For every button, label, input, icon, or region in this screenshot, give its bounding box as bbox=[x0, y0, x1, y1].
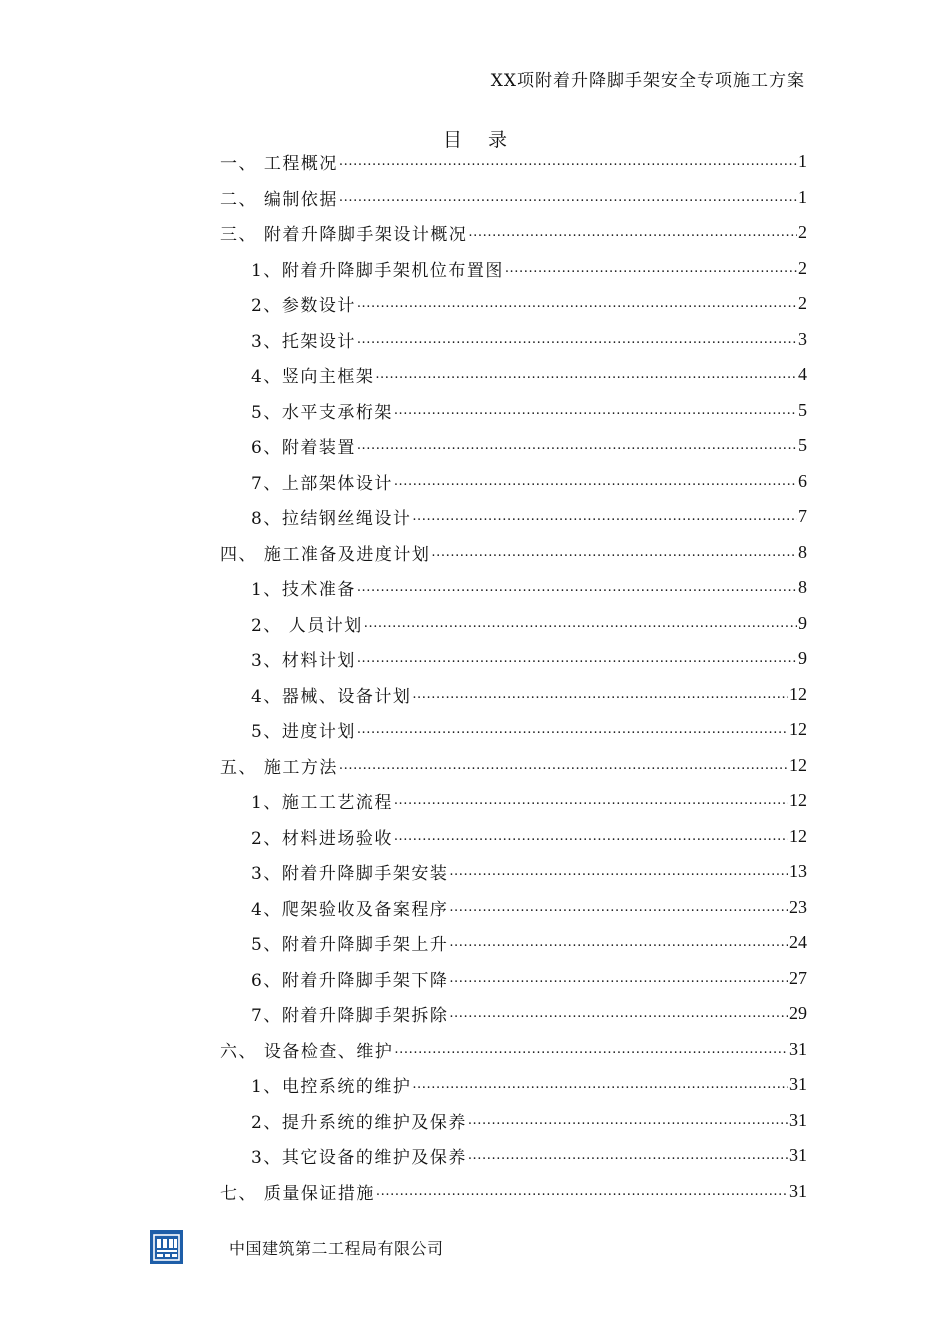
toc-entry-label: 一、 工程概况 bbox=[220, 149, 338, 174]
toc-entry[interactable] bbox=[220, 251, 807, 287]
toc-entry[interactable] bbox=[220, 925, 807, 961]
toc-entry-label: 8、拉结钢丝绳设计 bbox=[251, 504, 411, 529]
toc-entry-page-number: 5 bbox=[798, 435, 807, 456]
toc-dot-leader bbox=[357, 579, 797, 596]
toc-dot-leader bbox=[505, 260, 797, 277]
toc-dot-leader bbox=[357, 721, 788, 738]
toc-entry-page-number: 12 bbox=[789, 719, 807, 740]
toc-entry-page-number: 12 bbox=[789, 754, 807, 775]
toc-entry-label: 3、附着升降脚手架安装 bbox=[251, 859, 448, 884]
toc-entry-label: 1、附着升降脚手架机位布置图 bbox=[251, 256, 504, 281]
toc-entry-page-number: 29 bbox=[789, 1003, 807, 1024]
toc-entry[interactable] bbox=[220, 499, 807, 535]
toc-entry-page-number: 23 bbox=[789, 896, 807, 917]
toc-entry-label: 1、技术准备 bbox=[251, 575, 356, 600]
toc-entry[interactable] bbox=[220, 393, 807, 429]
toc-entry[interactable] bbox=[220, 322, 807, 358]
toc-entry[interactable] bbox=[220, 641, 807, 677]
cscec-logo-icon bbox=[150, 1230, 183, 1264]
toc-entry-page-number: 31 bbox=[789, 1038, 807, 1059]
toc-dot-leader bbox=[449, 970, 788, 987]
company-name: 中国建筑第二工程局有限公司 bbox=[229, 1238, 444, 1258]
toc-dot-leader bbox=[449, 934, 788, 951]
toc-entry[interactable] bbox=[220, 819, 807, 855]
toc-entry[interactable] bbox=[220, 357, 807, 393]
toc-entry[interactable] bbox=[220, 961, 807, 997]
toc-dot-leader bbox=[357, 331, 797, 348]
toc-entry-page-number: 9 bbox=[798, 648, 807, 669]
toc-entry[interactable] bbox=[220, 783, 807, 819]
toc-entry[interactable] bbox=[220, 144, 807, 180]
toc-entry-page-number: 31 bbox=[789, 1180, 807, 1201]
toc-entry-label: 三、 附着升降脚手架设计概况 bbox=[220, 220, 467, 245]
toc-entry-label: 1、电控系统的维护 bbox=[251, 1072, 411, 1097]
toc-entry-label: 7、附着升降脚手架拆除 bbox=[251, 1001, 448, 1026]
toc-entry-label: 2、参数设计 bbox=[251, 291, 356, 316]
toc-entry[interactable] bbox=[220, 286, 807, 322]
toc-dot-leader bbox=[449, 1005, 788, 1022]
toc-title: 目 录 bbox=[442, 129, 518, 151]
cscec-logo-mark bbox=[153, 1234, 180, 1261]
toc-dot-leader bbox=[394, 828, 788, 845]
toc-dot-leader bbox=[339, 153, 797, 170]
toc-entry-label: 5、附着升降脚手架上升 bbox=[251, 930, 448, 955]
toc-entry[interactable] bbox=[220, 570, 807, 606]
toc-dot-leader bbox=[449, 863, 788, 880]
toc-entry[interactable] bbox=[220, 535, 807, 571]
toc-entry-label: 4、爬架验收及备案程序 bbox=[251, 895, 448, 920]
toc-dot-leader bbox=[394, 473, 797, 490]
toc-entry-page-number: 12 bbox=[789, 683, 807, 704]
toc-entry[interactable] bbox=[220, 890, 807, 926]
toc-dot-leader bbox=[412, 1076, 788, 1093]
toc-entry-label: 四、 施工准备及进度计划 bbox=[220, 540, 430, 565]
toc-entry-page-number: 9 bbox=[798, 612, 807, 633]
toc-entry-page-number: 8 bbox=[798, 541, 807, 562]
toc-entry-label: 二、 编制依据 bbox=[220, 185, 338, 210]
toc-entry[interactable] bbox=[220, 180, 807, 216]
toc-dot-leader bbox=[339, 189, 797, 206]
toc-dot-leader bbox=[468, 1147, 788, 1164]
toc-entry-page-number: 7 bbox=[798, 506, 807, 527]
toc-entry-page-number: 27 bbox=[789, 967, 807, 988]
toc-entry-label: 2、材料进场验收 bbox=[251, 824, 393, 849]
table-of-contents bbox=[220, 144, 807, 1209]
toc-entry-page-number: 31 bbox=[789, 1145, 807, 1166]
toc-entry-page-number: 2 bbox=[798, 257, 807, 278]
toc-entry[interactable] bbox=[220, 712, 807, 748]
toc-entry-page-number: 6 bbox=[798, 470, 807, 491]
toc-entry-page-number: 2 bbox=[798, 293, 807, 314]
toc-entry-label: 7、上部架体设计 bbox=[251, 469, 393, 494]
toc-entry-label: 3、其它设备的维护及保养 bbox=[251, 1143, 467, 1168]
toc-entry-page-number: 1 bbox=[798, 186, 807, 207]
toc-entry[interactable] bbox=[220, 606, 807, 642]
toc-dot-leader bbox=[357, 295, 797, 312]
toc-entry-page-number: 1 bbox=[798, 151, 807, 172]
toc-entry-page-number: 4 bbox=[798, 364, 807, 385]
toc-entry-label: 2、提升系统的维护及保养 bbox=[251, 1108, 467, 1133]
toc-entry-page-number: 12 bbox=[789, 790, 807, 811]
toc-dot-leader bbox=[364, 615, 797, 632]
toc-entry-page-number: 2 bbox=[798, 222, 807, 243]
toc-dot-leader bbox=[357, 437, 797, 454]
toc-dot-leader bbox=[376, 1183, 788, 1200]
toc-entry[interactable] bbox=[220, 1103, 807, 1139]
document-header-title: XX项附着升降脚手架安全专项施工方案 bbox=[490, 71, 805, 91]
toc-dot-leader bbox=[412, 686, 788, 703]
toc-entry-label: 七、 质量保证措施 bbox=[220, 1179, 375, 1204]
toc-dot-leader bbox=[394, 402, 797, 419]
toc-dot-leader bbox=[339, 757, 788, 774]
toc-entry[interactable] bbox=[220, 1067, 807, 1103]
toc-entry-label: 6、附着升降脚手架下降 bbox=[251, 966, 448, 991]
toc-entry-label: 5、进度计划 bbox=[251, 717, 356, 742]
toc-dot-leader bbox=[394, 792, 788, 809]
toc-entry-label: 五、 施工方法 bbox=[220, 753, 338, 778]
toc-entry-label: 3、托架设计 bbox=[251, 327, 356, 352]
toc-entry[interactable] bbox=[220, 854, 807, 890]
footer bbox=[150, 1230, 444, 1264]
toc-entry[interactable] bbox=[220, 1032, 807, 1068]
toc-dot-leader bbox=[468, 1112, 788, 1129]
toc-entry-page-number: 3 bbox=[798, 328, 807, 349]
toc-entry-page-number: 5 bbox=[798, 399, 807, 420]
toc-entry-page-number: 24 bbox=[789, 932, 807, 953]
toc-dot-leader bbox=[468, 224, 797, 241]
toc-entry[interactable] bbox=[220, 748, 807, 784]
toc-entry[interactable] bbox=[220, 677, 807, 713]
toc-entry-page-number: 31 bbox=[789, 1074, 807, 1095]
toc-entry[interactable] bbox=[220, 1138, 807, 1174]
toc-entry[interactable] bbox=[220, 996, 807, 1032]
toc-entry-label: 5、水平支承桁架 bbox=[251, 398, 393, 423]
toc-dot-leader bbox=[375, 366, 797, 383]
toc-entry[interactable] bbox=[220, 464, 807, 500]
toc-entry-label: 4、器械、设备计划 bbox=[251, 682, 411, 707]
toc-entry-label: 3、材料计划 bbox=[251, 646, 356, 671]
toc-entry-page-number: 13 bbox=[789, 861, 807, 882]
toc-entry-label: 2、 人员计划 bbox=[251, 611, 363, 636]
toc-dot-leader bbox=[449, 899, 788, 916]
toc-entry-label: 1、施工工艺流程 bbox=[251, 788, 393, 813]
toc-dot-leader bbox=[394, 1041, 788, 1058]
toc-entry[interactable] bbox=[220, 215, 807, 251]
toc-dot-leader bbox=[357, 650, 797, 667]
toc-entry-page-number: 12 bbox=[789, 825, 807, 846]
toc-entry-label: 六、 设备检查、维护 bbox=[220, 1037, 393, 1062]
toc-entry[interactable] bbox=[220, 1174, 807, 1210]
toc-entry[interactable] bbox=[220, 428, 807, 464]
toc-entry-page-number: 31 bbox=[789, 1109, 807, 1130]
toc-entry-page-number: 8 bbox=[798, 577, 807, 598]
toc-entry-label: 6、附着装置 bbox=[251, 433, 356, 458]
toc-dot-leader bbox=[431, 544, 797, 561]
toc-entry-label: 4、竖向主框架 bbox=[251, 362, 374, 387]
toc-dot-leader bbox=[412, 508, 797, 525]
